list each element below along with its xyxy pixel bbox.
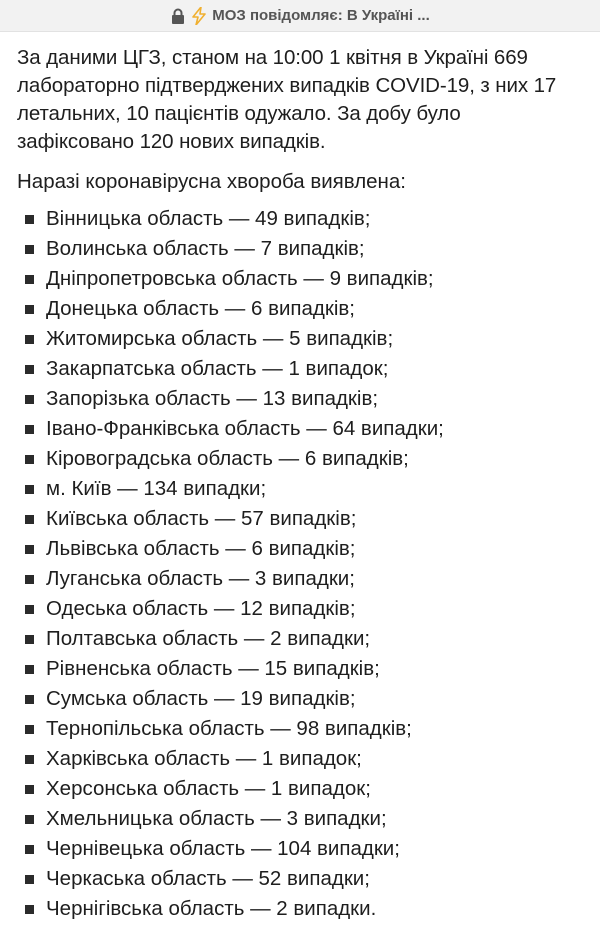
square-bullet-icon — [25, 725, 34, 734]
square-bullet-icon — [25, 545, 34, 554]
square-bullet-icon — [25, 695, 34, 704]
square-bullet-icon — [25, 605, 34, 614]
region-text: Херсонська область — 1 випадок; — [46, 777, 371, 800]
region-text: Тернопільська область — 98 випадків; — [46, 717, 412, 740]
regions-heading: Наразі коронавірусна хвороба виявлена: — [17, 170, 406, 193]
square-bullet-icon — [25, 515, 34, 524]
list-item — [17, 204, 583, 234]
region-text: Житомирська область — 5 випадків; — [46, 327, 394, 350]
list-item — [17, 654, 583, 684]
square-bullet-icon — [25, 905, 34, 914]
list-item — [17, 804, 583, 834]
article-body — [0, 32, 600, 924]
region-text: Волинська область — 7 випадків; — [46, 237, 365, 260]
region-text: Івано-Франківська область — 64 випадки; — [46, 417, 444, 440]
region-text: м. Київ — 134 випадки; — [46, 477, 267, 500]
list-item — [17, 474, 583, 504]
square-bullet-icon — [25, 575, 34, 584]
list-item — [17, 324, 583, 354]
list-item — [17, 354, 583, 384]
square-bullet-icon — [25, 815, 34, 824]
list-item — [17, 894, 583, 924]
list-item — [17, 774, 583, 804]
list-item — [17, 504, 583, 534]
region-text: Черкаська область — 52 випадки; — [46, 867, 370, 890]
square-bullet-icon — [25, 485, 34, 494]
region-text: Закарпатська область — 1 випадок; — [46, 357, 389, 380]
square-bullet-icon — [25, 275, 34, 284]
region-text: Харківська область — 1 випадок; — [46, 747, 362, 770]
region-text: Сумська область — 19 випадків; — [46, 687, 356, 710]
lightning-bolt-icon — [192, 7, 206, 25]
square-bullet-icon — [25, 875, 34, 884]
list-item — [17, 294, 583, 324]
square-bullet-icon — [25, 395, 34, 404]
regions-list — [17, 204, 583, 924]
list-item — [17, 564, 583, 594]
region-text: Полтавська область — 2 випадки; — [46, 627, 371, 650]
region-text: Донецька область — 6 випадків; — [46, 297, 355, 320]
list-item — [17, 714, 583, 744]
list-item — [17, 534, 583, 564]
square-bullet-icon — [25, 755, 34, 764]
square-bullet-icon — [25, 425, 34, 434]
region-text: Рівненська область — 15 випадків; — [46, 657, 380, 680]
list-item — [17, 864, 583, 894]
square-bullet-icon — [25, 365, 34, 374]
region-text: Київська область — 57 випадків; — [46, 507, 357, 530]
list-item — [17, 744, 583, 774]
list-item — [17, 444, 583, 474]
region-text: Кіровоградська область — 6 випадків; — [46, 447, 409, 470]
square-bullet-icon — [25, 245, 34, 254]
list-item — [17, 414, 583, 444]
region-text: Чернігівська область — 2 випадки. — [46, 897, 377, 920]
square-bullet-icon — [25, 665, 34, 674]
region-text: Львівська область — 6 випадків; — [46, 537, 356, 560]
square-bullet-icon — [25, 845, 34, 854]
square-bullet-icon — [25, 305, 34, 314]
square-bullet-icon — [25, 215, 34, 224]
region-text: Одеська область — 12 випадків; — [46, 597, 356, 620]
region-text: Чернівецька область — 104 випадки; — [46, 837, 400, 860]
square-bullet-icon — [25, 635, 34, 644]
square-bullet-icon — [25, 335, 34, 344]
list-item — [17, 234, 583, 264]
square-bullet-icon — [25, 455, 34, 464]
list-item — [17, 834, 583, 864]
page-title: МОЗ повідомляє: В Україні ... — [212, 7, 430, 24]
region-text: Дніпропетровська область — 9 випадків; — [46, 267, 434, 290]
square-bullet-icon — [25, 785, 34, 794]
region-text: Луганська область — 3 випадки; — [46, 567, 355, 590]
list-item — [17, 594, 583, 624]
lock-icon — [170, 8, 186, 24]
region-text: Вінницька область — 49 випадків; — [46, 207, 371, 230]
list-item — [17, 384, 583, 414]
region-text: Запорізька область — 13 випадків; — [46, 387, 379, 410]
list-item — [17, 264, 583, 294]
address-bar[interactable] — [0, 0, 600, 32]
intro-paragraph: За даними ЦГЗ, станом на 10:00 1 квітня в Україні 669 лабораторно підтверджених випадків COVID-19, з них 17 летальних, 10 пацієнтів одужало. За добу було зафіксовано 120 нових випадків. — [17, 46, 557, 153]
region-text: Хмельницька область — 3 випадки; — [46, 807, 387, 830]
list-item — [17, 624, 583, 654]
list-item — [17, 684, 583, 714]
